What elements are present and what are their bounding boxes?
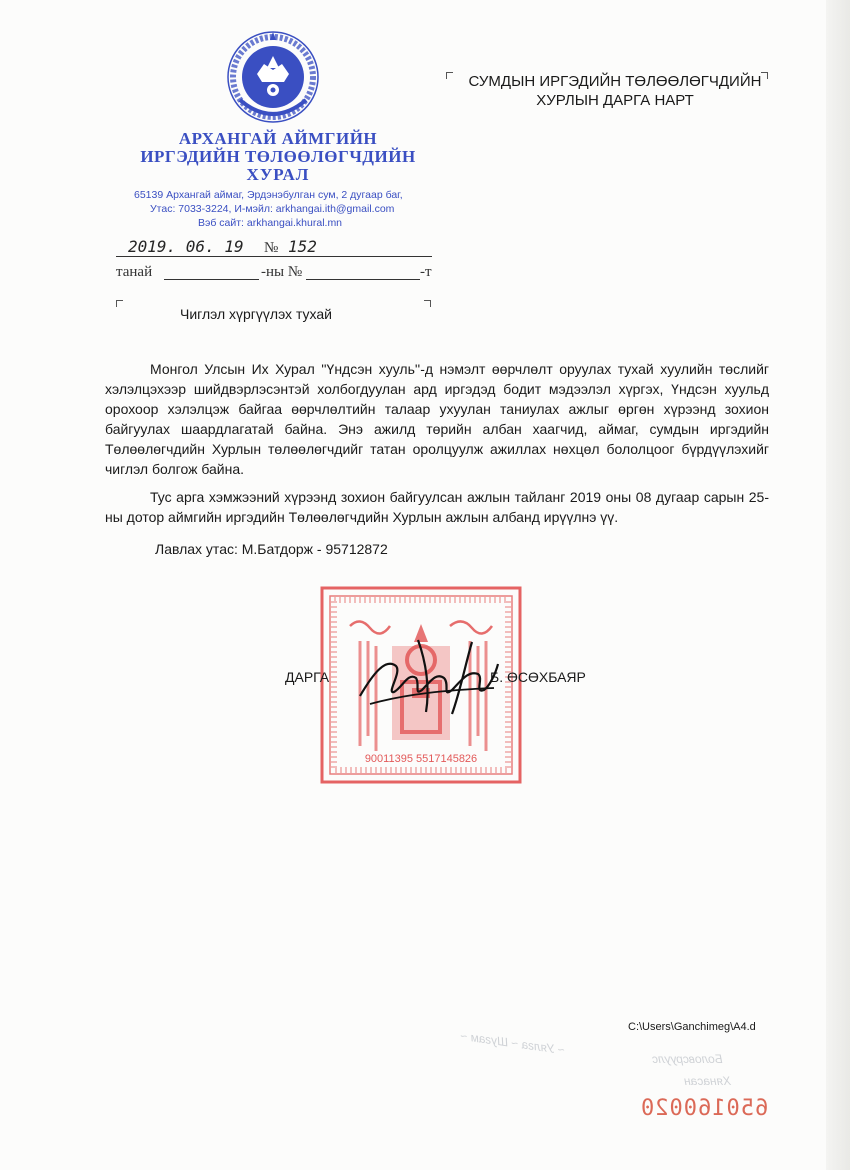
paragraph-2-text: Тус арга хэмжээний хүрээнд зохион байгуулсан ажлын тайланг 2019 оны 08 дугаар сарын 25-ны дотор аймгийн иргэдийн Төлөөлөгчдийн Хурлын ажлын албанд ирүүлнэ үү. xyxy=(105,489,769,525)
bleed-through-signature: ~ Уялга ~ Шугам ~ xyxy=(459,1028,566,1058)
handwritten-signature xyxy=(356,632,502,716)
signatory-title: ДАРГА xyxy=(285,669,330,685)
your-ref-label: танай xyxy=(116,264,153,280)
bleed-through-text-1: Боловсруулс xyxy=(652,1052,723,1066)
number-label: № xyxy=(264,240,279,256)
your-ref-number-label: -ны № xyxy=(261,264,303,280)
subject-corner-mark-right xyxy=(424,300,431,307)
org-name-line2: ИРГЭДИЙН ТӨЛӨӨЛӨГЧДИЙН xyxy=(140,147,416,166)
letter-date: 2019. 06. 19 xyxy=(128,237,244,256)
recipient-line2: ХУРЛЫН ДАРГА НАРТ xyxy=(536,92,694,109)
your-ref-number-line xyxy=(306,279,420,280)
your-ref-suffix: -т xyxy=(420,264,432,280)
org-address: 65139 Архангай аймаг, Эрдэнэбулган сум, 2 дугаар баг, xyxy=(134,189,403,201)
paragraph-1-text: Монгол Улсын Их Хурал ''Үндсэн хууль''-д нэмэлт өөрчлөлт оруулах тухай хуулийн төслийг хэлэлцэхээр шийдвэрлэсэнтэй холбогдуулан ард иргэдэд бодит мэдээлэл хүргэх, Үндсэн хуульд орохоор хэлэлцэж байгаа өөрчлөлтийн талаар ухуулан таниулах ажлыг өргөн хүрээнд зохион байгуулах шаардлагатай байна. Энэ ажилд төрийн албан хаагчид, аймаг, сумдын иргэдийн Төлөөлөгчдийн Хурлын төлөөлөгчдийг татан оролцуулж ажиллах нөхцөл бололцоог бүрдүүлэхийг чиглэл болгож байна. xyxy=(105,361,769,477)
file-path-footer: C:\Users\Ganchimeg\A4.d xyxy=(628,1021,756,1033)
reference-contact: Лавлах утас: М.Батдорж - 95712872 xyxy=(155,541,388,557)
bleed-through-number: 650160020 xyxy=(640,1096,769,1121)
recipient-line1: СУМДЫН ИРГЭДИЙН ТӨЛӨӨЛӨГЧДИЙН xyxy=(468,73,762,90)
body-paragraph-2 xyxy=(105,487,769,527)
org-name-line3: ХУРАЛ xyxy=(246,165,310,184)
recipient-block xyxy=(440,72,790,110)
bleed-through-text-2: Хянасан xyxy=(684,1074,731,1088)
subject-corner-mark-left xyxy=(116,300,123,307)
letter-number: 152 xyxy=(288,237,317,256)
state-emblem-icon xyxy=(226,30,320,124)
stamp-code: 90011395 5517145826 xyxy=(364,753,478,765)
org-name-line1: АРХАНГАЙ АЙМГИЙН xyxy=(178,129,378,148)
your-ref-date-line xyxy=(164,279,259,280)
signatory-name: Б. ӨСӨХБАЯР xyxy=(490,669,586,685)
org-website: Вэб сайт: arkhangai.khural.mn xyxy=(198,217,343,229)
body-paragraph-1 xyxy=(105,359,769,479)
letter-subject: Чиглэл хүргүүлэх тухай xyxy=(180,306,332,322)
paper-edge-shadow xyxy=(826,0,850,1170)
org-phone-email: Утас: 7033-3224, И-мэйл: arkhangai.ith@gmail.com xyxy=(150,203,395,215)
